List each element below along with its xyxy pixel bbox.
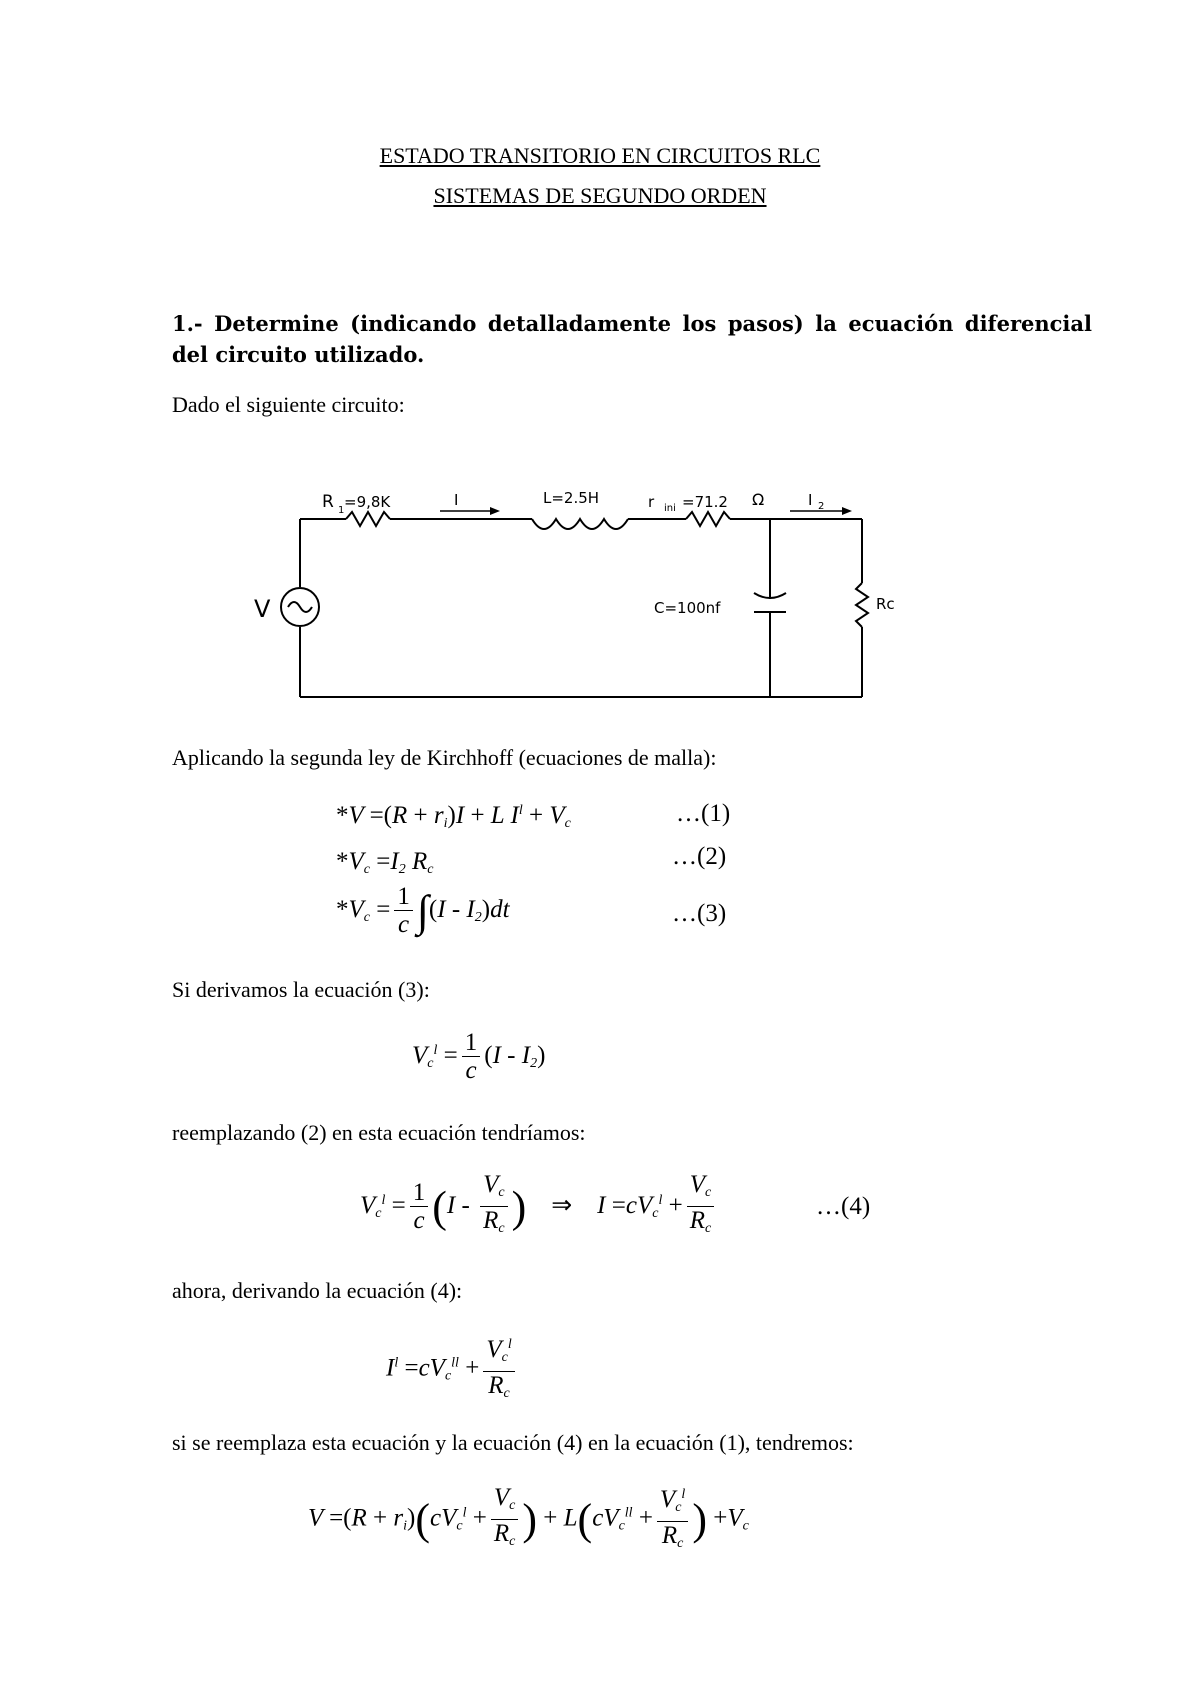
circuit-diagram — [0, 475, 1200, 705]
kirchhoff-intro: Aplicando la segunda ley de Kirchhoff (ecuaciones de malla): — [172, 745, 717, 770]
equation-2: $*V_c =I_2$ $R_c$ — [336, 848, 434, 877]
equation-number-3: …(3) — [672, 900, 727, 927]
current-arrow-i — [490, 507, 500, 515]
capacitor-label: C=100nf — [654, 599, 721, 617]
current-arrow-i2 — [842, 507, 852, 515]
ri-label: r — [648, 493, 655, 511]
r1-value: =9,8K — [344, 493, 391, 511]
equation-derivative-4: $I^l =cV_c^{ll}$ + $\frac{V_c^l}{R_c}$ — [386, 1332, 519, 1408]
current-i2-label: I — [808, 491, 813, 509]
equation-number-2: …(2) — [672, 843, 727, 870]
equation-3: $*V_c$ = $\frac{1}{c}$ $\int(I - I_2)dt$ — [336, 883, 510, 938]
equation-final: $V =(R + r_i)(cV_c^l$ + $\frac{V_c}{R_c}$ ) + $L(cV_c^{ll}$ + $\frac{V_c^l}{R_c}$ ) $+V_c$ — [308, 1483, 749, 1551]
question-heading: 1.- Determine (indicando detalladamente los pasos) la ecuación diferencial del circuito utilizado. — [172, 311, 1092, 367]
r1-sub: 1 — [338, 505, 345, 516]
omega-label: Ω — [752, 490, 765, 509]
resistor-rc — [856, 583, 868, 627]
replace-final-text: si se reemplaza esta ecuación y la ecuación (4) en la ecuación (1), tendremos: — [172, 1430, 854, 1455]
equation-4: $V_c^l$ = $\frac{1}{c}$ (I - $\frac{V_c}{R_c}$ ) ⇒ $I =cV_c^l$ + $\frac{V_c}{R_c}$ — [360, 1172, 718, 1243]
derive-4-text: ahora, derivando la ecuación (4): — [172, 1278, 463, 1303]
source-label: V — [254, 595, 271, 623]
load-label: Rc — [876, 595, 895, 613]
equation-derivative-3: $V_c^l$ = $\frac{1}{c}$ $(I - I_2)$ — [412, 1029, 546, 1084]
equation-1: $*V =(R + r_i)I + L$ $I^l + V_c$ — [336, 802, 571, 831]
derive-3-text: Si derivamos la ecuación (3): — [172, 977, 430, 1002]
replace-2-text: reemplazando (2) en esta ecuación tendríamos: — [172, 1120, 586, 1145]
document-subtitle: SISTEMAS DE SEGUNDO ORDEN — [433, 183, 767, 208]
resistor-ri — [686, 512, 730, 526]
inductor-label: L=2.5H — [543, 489, 600, 507]
current-i-label: I — [454, 491, 459, 509]
current-i2-sub: 2 — [818, 501, 825, 512]
resistor-r1 — [346, 512, 390, 526]
ri-sub: ini — [664, 503, 676, 514]
r1-label: R — [322, 492, 334, 512]
ri-value: =71.2 — [682, 493, 728, 511]
circuit-intro: Dado el siguiente circuito: — [172, 392, 405, 417]
equation-number-4: …(4) — [816, 1193, 871, 1220]
inductor-l — [532, 519, 628, 529]
document-title: ESTADO TRANSITORIO EN CIRCUITOS RLC — [379, 143, 821, 168]
equation-number-1: …(1) — [676, 800, 731, 827]
